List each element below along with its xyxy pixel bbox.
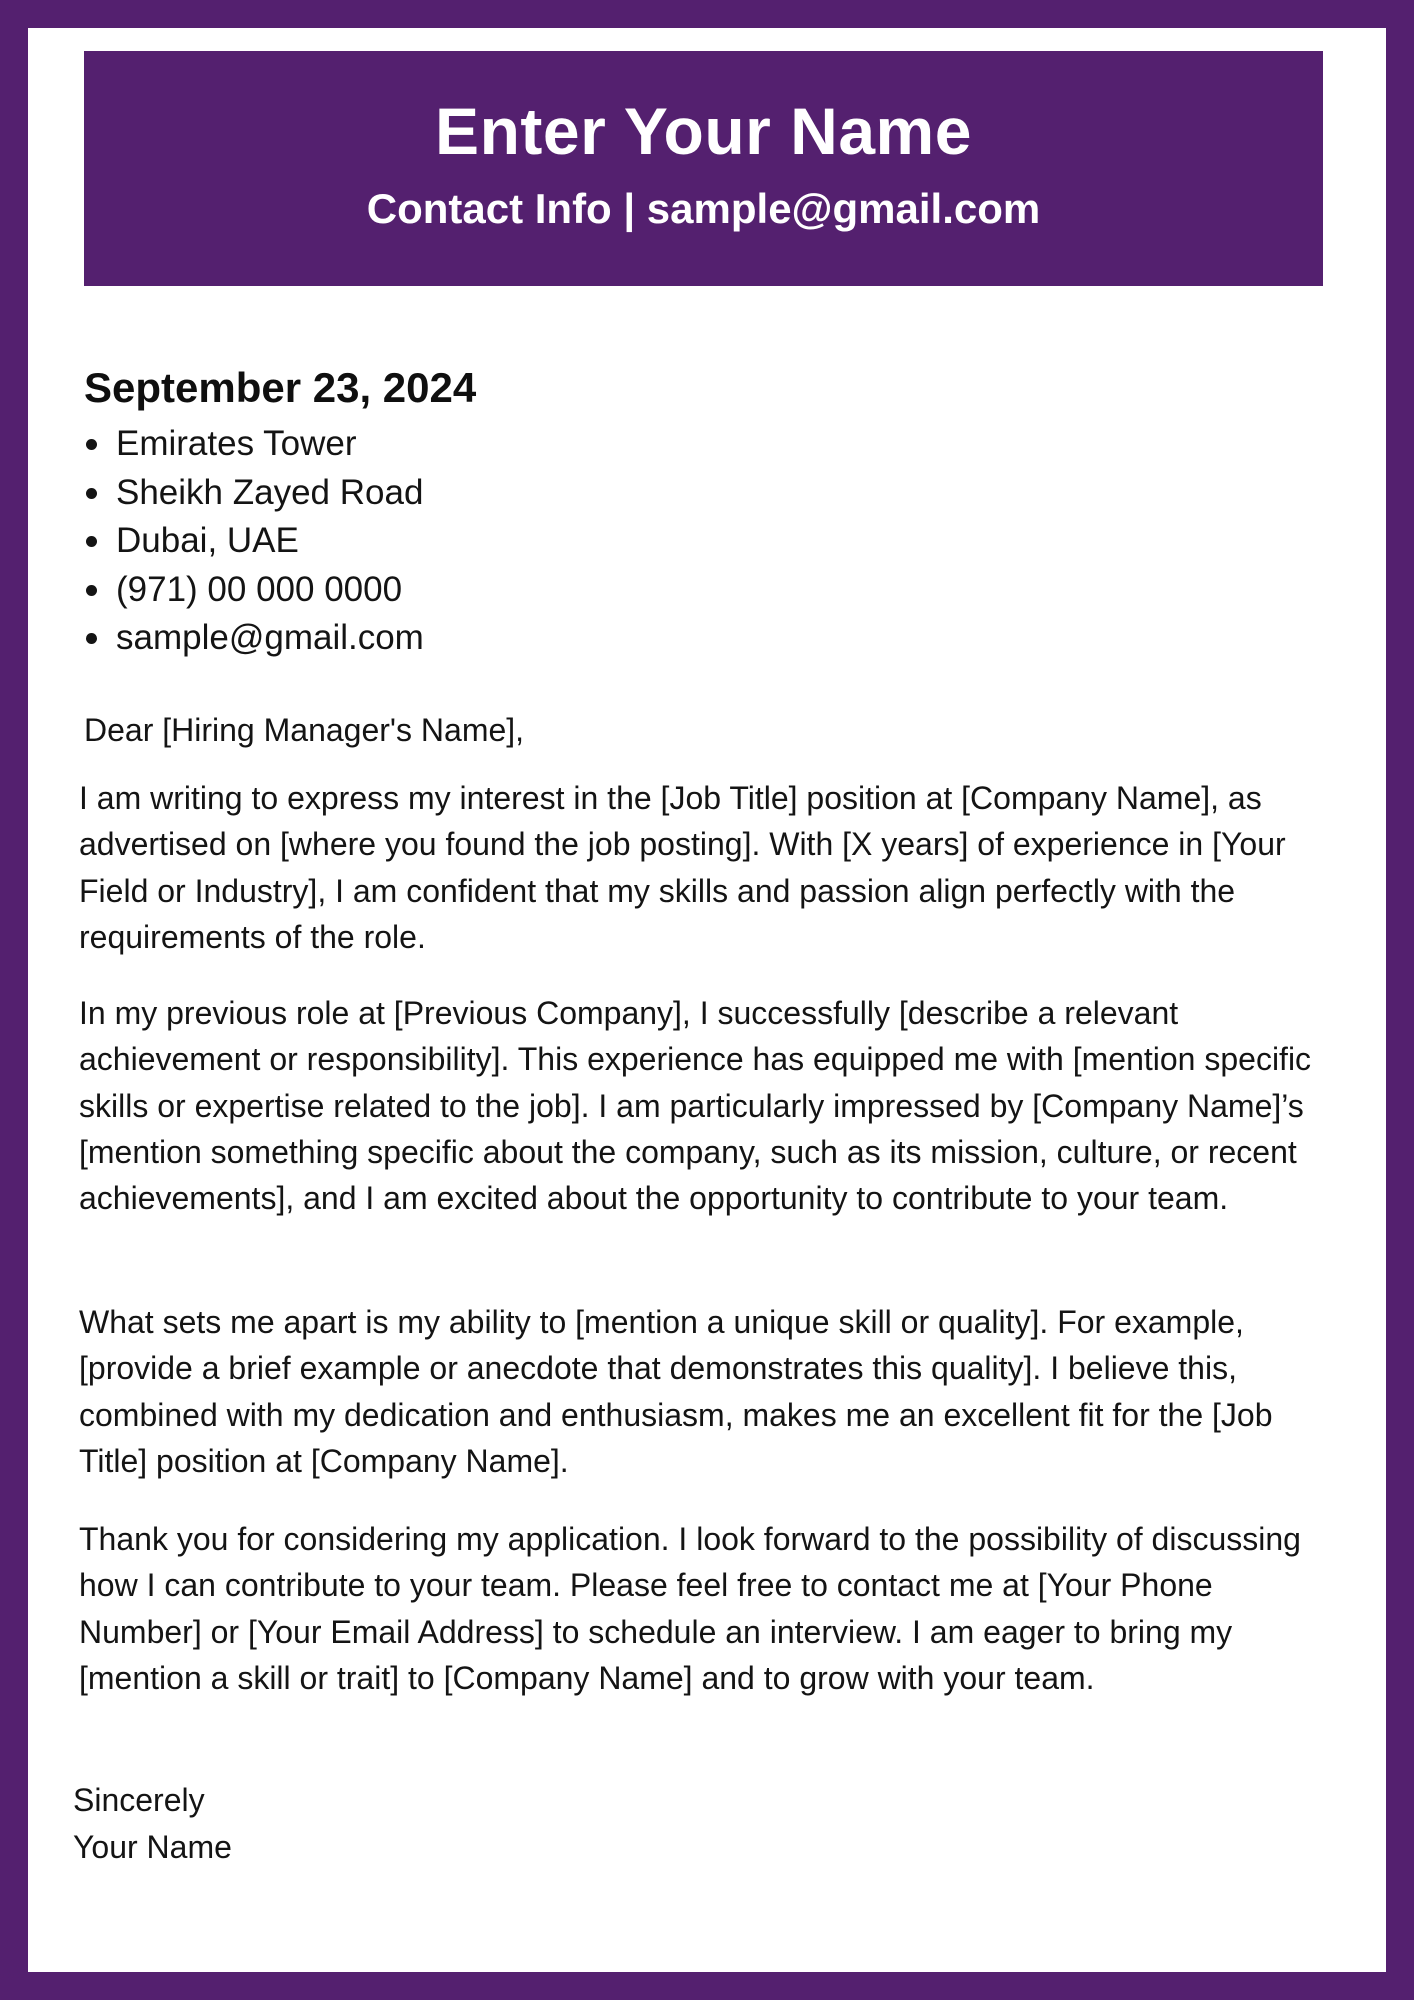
body-paragraph-1: I am writing to express my interest in the [Job Title] position at [Company Name], as advertised on [where you found the job posting]. With [X years] of experience in [Your Field or Industry], I am confident that my skills and passion align perfectly with the requirements of the role. <box>79 780 1286 955</box>
address-line-text: Emirates Tower <box>116 424 357 463</box>
address-line-text: Sheikh Zayed Road <box>116 472 424 512</box>
sign-off: Sincerely <box>73 1782 205 1818</box>
recipient-address-list <box>80 420 424 663</box>
salutation: Dear [Hiring Manager's Name], <box>84 712 525 748</box>
address-line <box>80 614 424 663</box>
address-line-text: (971) 00 000 0000 <box>116 569 403 609</box>
address-line <box>80 517 424 566</box>
address-line <box>80 566 424 615</box>
applicant-name: Enter Your Name <box>435 94 972 168</box>
address-line <box>80 420 424 469</box>
address-line-text: sample@gmail.com <box>116 618 424 657</box>
body-paragraph-2: In my previous role at [Previous Company], I successfully [describe a relevant achievement or responsibility]. This experience has equipped me with [mention specific skills or expertise related to the job]. I am particularly impressed by [Company Name]’s [mention something specific about the company, such as its mission, culture, or recent achievements], and I am excited about the opportunity to contribute to your team. <box>79 995 1312 1217</box>
bullet-icon <box>86 633 97 644</box>
signature-name: Your Name <box>73 1829 232 1865</box>
address-line <box>80 469 424 518</box>
letter-date: September 23, 2024 <box>84 364 477 411</box>
body-paragraph-3: What sets me apart is my ability to [mention a unique skill or quality]. For example, [provide a brief example or anecdote that demonstrates this quality]. I believe this, combined with my dedication and enthusiasm, makes me an excellent fit for the [Job Title] position at [Company Name]. <box>79 1304 1273 1479</box>
closing-block <box>73 1777 232 1871</box>
letter-sheet <box>28 28 1386 1972</box>
body-paragraph-4: Thank you for considering my application. I look forward to the possibility of discussing how I can contribute to your team. Please feel free to contact me at [Your Phone Number] or [Your Email Address] to schedule an interview. I am eager to bring my [mention a skill or trait] to [Company Name] and to grow with your team. <box>79 1521 1301 1696</box>
bullet-icon <box>86 488 97 499</box>
contact-info: Contact Info | sample@gmail.com <box>366 185 1041 232</box>
header-banner <box>84 51 1323 286</box>
bullet-icon <box>86 536 97 547</box>
address-line-text: Dubai, UAE <box>116 521 299 560</box>
bullet-icon <box>86 585 97 596</box>
bullet-icon <box>86 439 97 450</box>
